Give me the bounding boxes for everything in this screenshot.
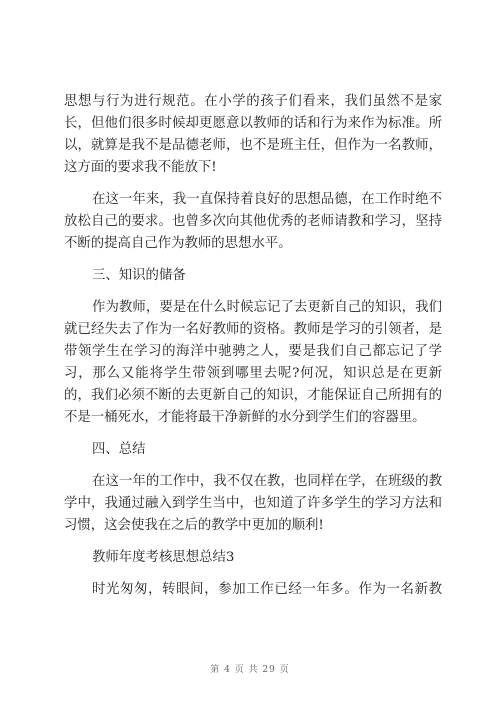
text-line: 这方面的要求我不能放下! — [64, 160, 217, 175]
section-heading-knowledge: 三、知识的储备 — [92, 268, 186, 283]
text-line: 以，就算是我不是品德老师，也不是班主任，但作为一名教师， — [64, 138, 442, 153]
document-subtitle: 教师年度考核思想总结3 — [92, 550, 235, 565]
paragraph-3 — [64, 297, 442, 429]
text-line: 不是一桶死水，才能将最干净新鲜的水分到学生们的容器里。 — [64, 410, 426, 425]
text-line: 学中，我通过融入到学生当中，也知道了许多学生的学习方法和 — [64, 496, 442, 511]
text-line: 长，但他们很多时候却更愿意以教师的话和行为来作为标准。所 — [64, 116, 442, 131]
text-line: 在这一年的工作中，我不仅在教，也同样在学，在班级的教 — [92, 474, 442, 489]
text-line: 思想与行为进行规范。在小学的孩子们看来，我们虽然不是家 — [64, 94, 442, 109]
paragraph-5 — [64, 579, 442, 601]
text-line: 带领学生在学习的海洋中驰骋之人，要是我们自己都忘记了学 — [64, 344, 442, 359]
paragraph-1 — [64, 91, 442, 179]
text-line: 在这一年来，我一直保持着良好的思想品德，在工作时绝不 — [92, 192, 442, 207]
document-body — [64, 91, 442, 601]
paragraph-4 — [64, 471, 442, 537]
text-line: 习，那么又能将学生带领到哪里去呢?何况，知识总是在更新 — [64, 366, 442, 381]
text-line: 就已经失去了作为一名好教师的资格。教师是学习的引领者，是 — [64, 322, 442, 337]
text-line: 作为教师，要是在什么时候忘记了去更新自己的知识，我们 — [92, 300, 442, 315]
page-number-footer: 第 4 页 共 29 页 — [210, 665, 290, 675]
section-heading-summary: 四、总结 — [92, 442, 146, 457]
paragraph-2 — [64, 189, 442, 255]
text-line: 不断的提高自己作为教师的思想水平。 — [64, 236, 292, 251]
text-line: 时光匆匆，转眼间，参加工作已经一年多。作为一名新教 — [92, 582, 442, 597]
text-line: 习惯，这会使我在之后的教学中更加的顺利! — [64, 518, 324, 533]
text-line: 的，我们必须不断的去更新自己的知识，才能保证自己所拥有的 — [64, 388, 442, 403]
text-line: 放松自己的要求。也曾多次向其他优秀的老师请教和学习，坚持 — [64, 214, 442, 229]
